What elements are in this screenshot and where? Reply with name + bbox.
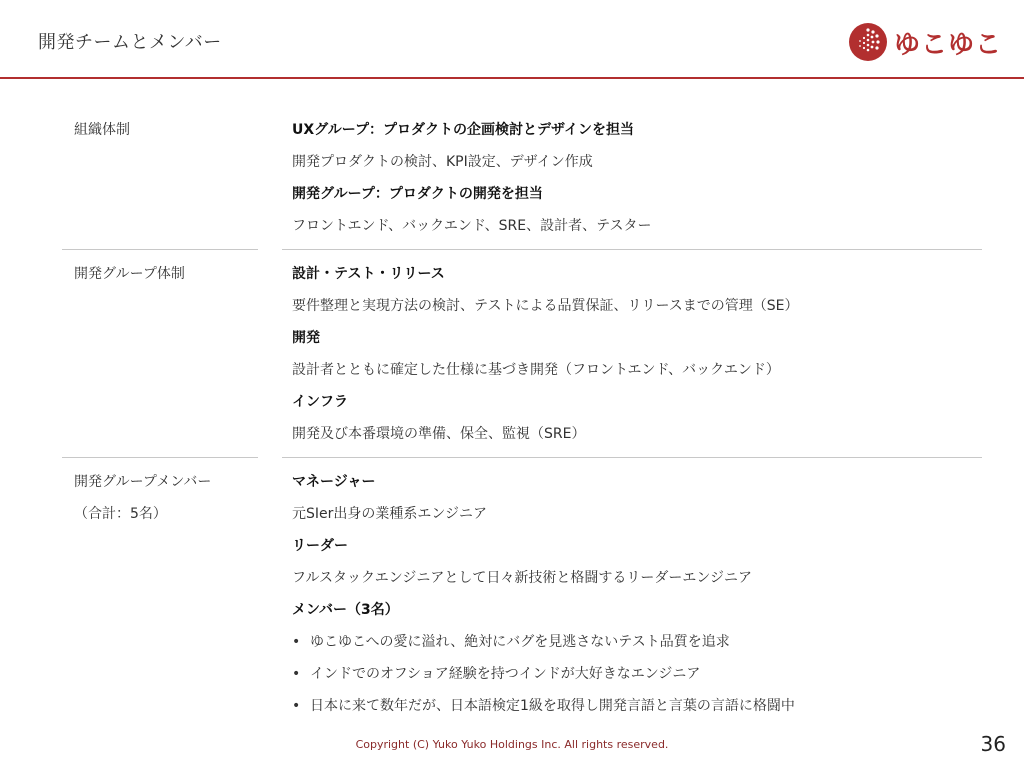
content-table — [62, 114, 982, 722]
section-label-text: 組織体制 — [74, 122, 130, 138]
section-row — [62, 466, 982, 722]
page-title: 開発チームとメンバー — [38, 32, 222, 53]
logo-text: ゆこゆこ — [894, 29, 1003, 60]
item-text: メンバー（3名） — [292, 602, 399, 618]
row-divider-right — [282, 457, 982, 458]
item-description — [292, 210, 982, 242]
item-heading — [292, 322, 982, 354]
section-row — [62, 258, 982, 450]
row-divider — [62, 457, 982, 458]
dotted-circle-logo-icon — [848, 22, 888, 62]
item-heading — [292, 466, 982, 498]
item-text: 要件整理と実現方法の検討、テストによる品質保証、リリースまでの管理（SE） — [292, 298, 799, 314]
bullet-marker: • — [292, 634, 301, 650]
section-body — [292, 114, 982, 242]
item-description — [292, 146, 982, 178]
item-description — [292, 290, 982, 322]
item-text: 開発 — [292, 330, 320, 346]
section-row — [62, 114, 982, 242]
bullet-marker: • — [292, 698, 301, 714]
header — [0, 0, 1024, 80]
item-description — [292, 354, 982, 386]
item-heading — [292, 386, 982, 418]
item-text: インドでのオフショア経験を持つインドが大好きなエンジニア — [310, 666, 701, 682]
bullet-item — [292, 658, 982, 690]
item-heading — [292, 178, 982, 210]
item-text: 設計・テスト・リリース — [292, 266, 445, 282]
item-text: フロントエンド、バックエンド、SRE、設計者、テスター — [292, 218, 652, 234]
item-heading — [292, 594, 982, 626]
item-text: リーダー — [292, 538, 348, 554]
item-text: マネージャー — [292, 474, 376, 490]
bullet-marker: • — [292, 666, 301, 682]
row-divider-left — [62, 249, 258, 250]
item-text: 開発及び本番環境の準備、保全、監視（SRE） — [292, 426, 586, 442]
row-divider — [62, 249, 982, 250]
item-text: インフラ — [292, 394, 348, 410]
section-body — [292, 466, 982, 722]
item-heading — [292, 258, 982, 290]
item-description — [292, 562, 982, 594]
header-divider — [0, 77, 1024, 79]
bullet-item — [292, 626, 982, 658]
section-label — [62, 258, 292, 450]
section-label-text: （合計：5名） — [74, 506, 167, 522]
section-body — [292, 258, 982, 450]
section-label-text: 開発グループメンバー — [74, 474, 212, 490]
item-description — [292, 498, 982, 530]
row-divider-left — [62, 457, 258, 458]
item-text: UXグループ：プロダクトの企画検討とデザインを担当 — [292, 122, 635, 138]
item-text: フルスタックエンジニアとして日々新技術と格闘するリーダーエンジニア — [292, 570, 753, 586]
copyright-footer: Copyright (C) Yuko Yuko Holdings Inc. All rights reserved. — [355, 738, 669, 751]
page-number: 36 — [980, 732, 1006, 756]
item-text: 設計者とともに確定した仕様に基づき開発（フロントエンド、バックエンド） — [292, 362, 780, 378]
bullet-item — [292, 690, 982, 722]
item-heading — [292, 530, 982, 562]
logo — [848, 20, 1008, 64]
item-heading — [292, 114, 982, 146]
section-label-text: 開発グループ体制 — [74, 266, 185, 282]
section-label — [62, 466, 292, 722]
item-text: ゆこゆこへの愛に溢れ、絶対にバグを見逃さないテスト品質を追求 — [310, 634, 730, 650]
row-divider-right — [282, 249, 982, 250]
item-text: 日本に来て数年だが、日本語検定1級を取得し開発言語と言葉の言語に格闘中 — [310, 698, 795, 714]
section-label — [62, 114, 292, 242]
item-description — [292, 418, 982, 450]
item-text: 開発プロダクトの検討、KPI設定、デザイン作成 — [292, 154, 593, 170]
item-text: 開発グループ：プロダクトの開発を担当 — [292, 186, 543, 202]
item-text: 元SIer出身の業種系エンジニア — [292, 506, 488, 522]
